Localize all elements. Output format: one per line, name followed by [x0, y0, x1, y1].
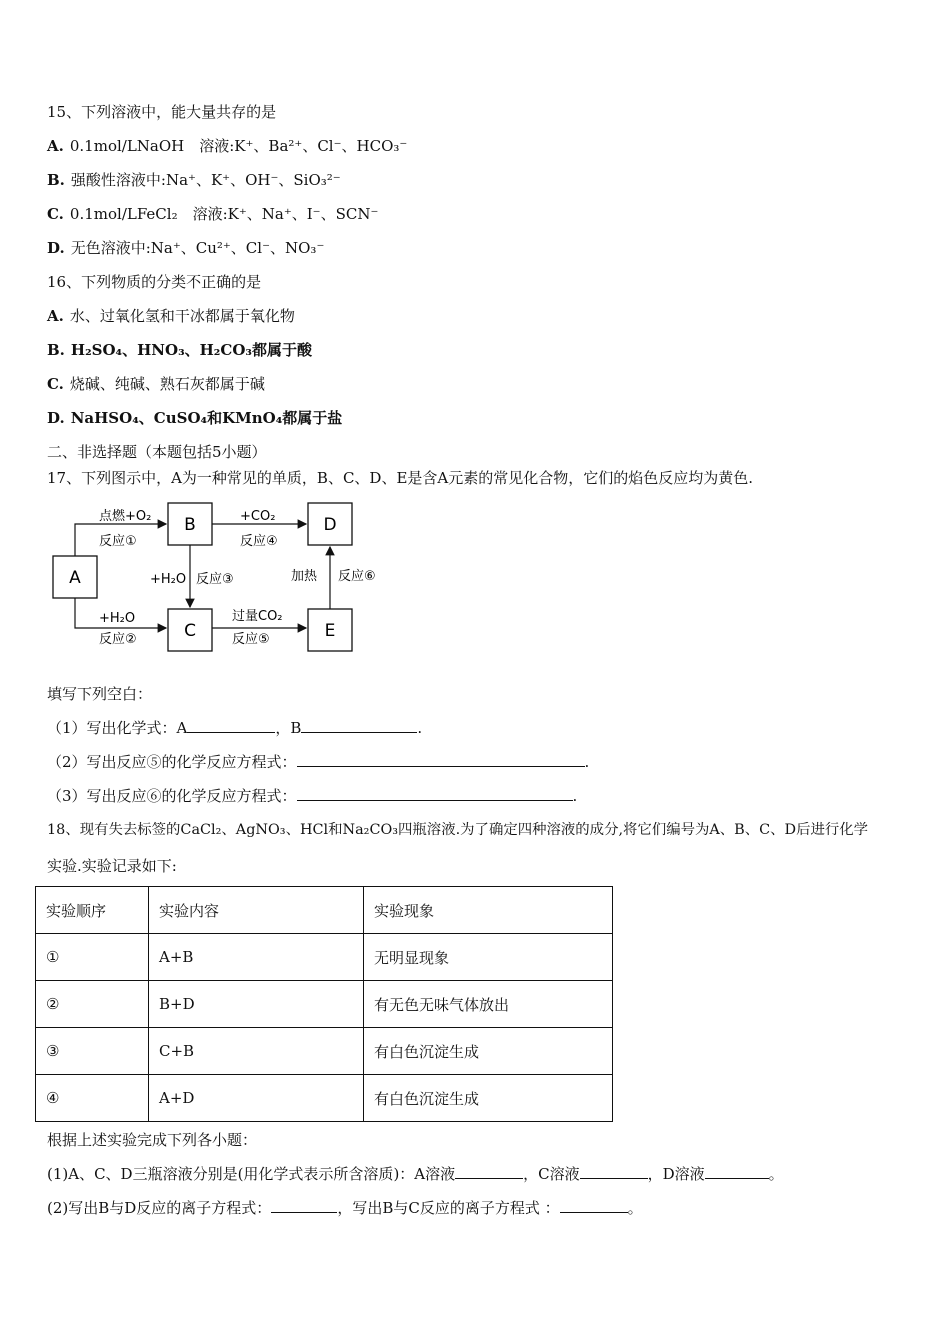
- q17-sub2: [47, 752, 589, 772]
- answer-blank-solution-c[interactable]: [580, 1164, 648, 1179]
- label-r4-top: +CO₂: [240, 509, 276, 524]
- option-text: 无色溶液中:Na⁺、Cu²⁺、Cl⁻、NO₃⁻: [70, 239, 325, 257]
- label-r4-bottom: 反应④: [240, 534, 278, 549]
- answer-blank-reaction-6[interactable]: [297, 786, 573, 801]
- table-cell: ②: [36, 981, 149, 1028]
- q16-option-d: [47, 408, 342, 428]
- table-cell: 有白色沉淀生成: [364, 1028, 613, 1075]
- q18-part1: [47, 1164, 784, 1184]
- answer-blank-solution-d[interactable]: [705, 1164, 769, 1179]
- label-r6-right: 反应⑥: [338, 569, 376, 584]
- option-text: 0.1mol/LNaOH 溶液:K⁺、Ba²⁺、Cl⁻、HCO₃⁻: [69, 137, 408, 155]
- q18-part1-end: 。: [768, 1165, 784, 1183]
- q16-stem: 16、下列物质的分类不正确的是: [47, 273, 262, 291]
- option-text: 0.1mol/LFeCl₂ 溶液:K⁺、Na⁺、I⁻、SCN⁻: [69, 205, 379, 223]
- experiment-table: [35, 886, 613, 1122]
- table-cell: A+D: [149, 1075, 364, 1122]
- option-text: 烧碱、纯碱、熟石灰都属于碱: [69, 375, 265, 393]
- q15-option-c: [47, 204, 378, 224]
- q17-sub1-end: .: [417, 719, 423, 737]
- answer-blank-b[interactable]: [301, 718, 417, 733]
- box-e-label: E: [324, 621, 336, 641]
- table-cell: ①: [36, 934, 149, 981]
- label-r1-top: 点燃+O₂: [99, 509, 152, 524]
- q18-part2: [47, 1198, 643, 1218]
- q16-option-c: [47, 374, 265, 394]
- box-a-label: A: [69, 568, 81, 588]
- q17-sub1: [47, 718, 422, 738]
- answer-blank-reaction-5[interactable]: [297, 752, 585, 767]
- option-letter: D.: [47, 239, 65, 257]
- label-r2-bottom: 反应②: [99, 632, 137, 647]
- table-cell: A+B: [149, 934, 364, 981]
- q18-part2-end: 。: [627, 1199, 643, 1217]
- q18-stem-line2: 实验.实验记录如下:: [47, 857, 177, 875]
- answer-blank-ionic-bd[interactable]: [271, 1198, 337, 1213]
- answer-blank-a[interactable]: [187, 718, 275, 733]
- option-text: 强酸性溶液中:Na⁺、K⁺、OH⁻、SiO₃²⁻: [70, 171, 341, 189]
- q17-stem: 17、下列图示中，A为一种常见的单质，B、C、D、E是含A元素的常见化合物，它们的焰色反应均为黄色.: [47, 469, 754, 487]
- q18-part1-label-c: ，C溶液: [523, 1165, 580, 1183]
- label-r2-top: +H₂O: [99, 611, 136, 626]
- option-letter: B.: [47, 341, 65, 359]
- option-letter: D.: [47, 409, 65, 427]
- label-r5-top: 过量CO₂: [232, 609, 283, 624]
- section-heading: 二、非选择题（本题包括5小题）: [47, 443, 267, 461]
- q17-sub3-end: .: [572, 787, 578, 805]
- q18-stem-line1: 18、现有失去标签的CaCl₂、AgNO₃、HCl和Na₂CO₃四瓶溶液.为了确定四种溶液的成分,将它们编号为A、B、C、D后进行化学: [47, 822, 869, 838]
- q18-part2-label-bd: (2)写出B与D反应的离子方程式：: [47, 1199, 272, 1217]
- q17-sub1-label-a: （1）写出化学式：A: [47, 719, 188, 737]
- q17-sub1-label-b: ，B: [275, 719, 302, 737]
- option-letter: A.: [47, 137, 64, 155]
- option-text: 水、过氧化氢和干冰都属于氧化物: [69, 307, 295, 325]
- answer-blank-ionic-bc[interactable]: [560, 1198, 628, 1213]
- q18-part1-label-d: ，D溶液: [647, 1165, 705, 1183]
- q18-after-table: 根据上述实验完成下列各小题：: [47, 1131, 258, 1149]
- q18-part1-label-a: (1)A、C、D三瓶溶液分别是(用化学式表示所含溶质)：A溶液: [47, 1165, 456, 1183]
- table-header-row: [36, 887, 613, 934]
- label-r5-bottom: 反应⑤: [232, 632, 270, 647]
- table-row: [36, 934, 613, 981]
- q15-option-a: [47, 136, 407, 156]
- label-r6-left: 加热: [291, 569, 318, 584]
- q15-option-b: [47, 170, 341, 190]
- table-cell: 有无色无味气体放出: [364, 981, 613, 1028]
- table-cell: ④: [36, 1075, 149, 1122]
- reaction-diagram: [47, 498, 407, 660]
- option-letter: B.: [47, 171, 65, 189]
- table-header-cell: 实验现象: [364, 887, 613, 934]
- option-letter: A.: [47, 307, 64, 325]
- option-text: NaHSO₄、CuSO₄和KMnO₄都属于盐: [70, 409, 343, 427]
- q17-fill-instruction: 填写下列空白：: [47, 685, 153, 703]
- table-cell: C+B: [149, 1028, 364, 1075]
- q18-part2-label-bc: ，写出B与C反应的离子方程式 ：: [337, 1199, 560, 1217]
- option-text: H₂SO₄、HNO₃、H₂CO₃都属于酸: [70, 341, 312, 359]
- table-row: [36, 981, 613, 1028]
- table-row: [36, 1028, 613, 1075]
- label-r3-right: 反应③: [196, 572, 234, 587]
- q17-sub3-label: （3）写出反应⑥的化学反应方程式：: [47, 787, 297, 805]
- q17-sub3: [47, 786, 577, 806]
- table-header-cell: 实验内容: [149, 887, 364, 934]
- answer-blank-solution-a[interactable]: [455, 1164, 523, 1179]
- table-cell: B+D: [149, 981, 364, 1028]
- table-cell: 有白色沉淀生成: [364, 1075, 613, 1122]
- table-cell: ③: [36, 1028, 149, 1075]
- q16-option-a: [47, 306, 295, 326]
- option-letter: C.: [47, 205, 64, 223]
- table-row: [36, 1075, 613, 1122]
- table-cell: 无明显现象: [364, 934, 613, 981]
- q15-stem: 15、下列溶液中，能大量共存的是: [47, 103, 277, 121]
- table-header-cell: 实验顺序: [36, 887, 149, 934]
- box-d-label: D: [323, 515, 337, 535]
- option-letter: C.: [47, 375, 64, 393]
- box-c-label: C: [184, 621, 196, 641]
- q17-sub2-label: （2）写出反应⑤的化学反应方程式：: [47, 753, 297, 771]
- q17-sub2-end: .: [584, 753, 590, 771]
- label-r1-bottom: 反应①: [99, 534, 137, 549]
- box-b-label: B: [184, 515, 196, 535]
- q15-option-d: [47, 238, 324, 258]
- q16-option-b: [47, 340, 312, 360]
- label-r3-left: +H₂O: [150, 572, 187, 587]
